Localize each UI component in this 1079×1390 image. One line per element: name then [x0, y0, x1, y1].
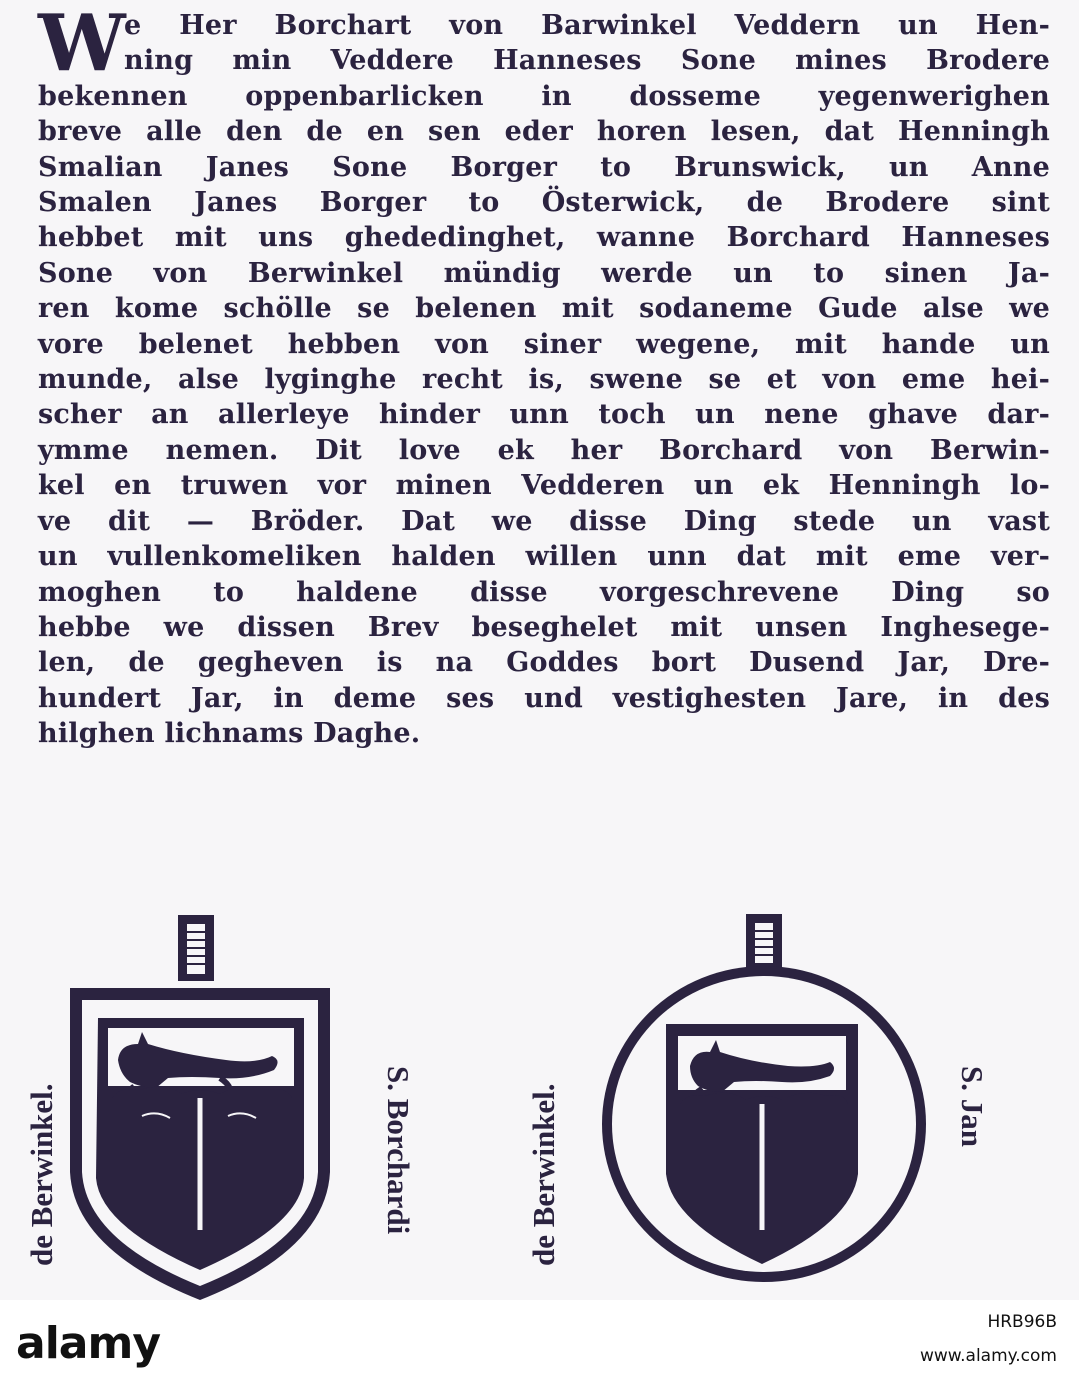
text-line-1: e Her Borchart von Barwinkel Veddern un Hen-: [124, 10, 1050, 41]
text-line-9: ren kome schölle se belenen mit sodaneme Gude alse we: [38, 293, 1050, 325]
text-line-3: bekennen oppenbarlicken in dosseme yegenwerighen: [38, 80, 1050, 112]
text-line-12: scher an allerleye hinder unn toch un nene ghave dar-: [38, 399, 1050, 431]
stock-url: www.alamy.com: [919, 1346, 1057, 1366]
text-line-20: hundert Jar, in deme ses und vestighesten Jare, in des: [38, 682, 1050, 714]
text-line-11: munde, alse lyginghe recht is, swene se et von eme hei-: [38, 364, 1050, 396]
right-seal-inner-label: S. Jan: [955, 1066, 990, 1147]
text-line-19: len, de gegheven is na Goddes bort Dusend Jar, Dre-: [38, 647, 1050, 679]
charter-text: [38, 0, 1050, 752]
shield-seal-icon: [60, 910, 340, 1300]
stock-footer: [0, 1300, 1079, 1390]
text-line-2: ning min Veddere Hanneses Sone mines Brodere: [124, 45, 1050, 77]
text-line-16: un vullenkomeliken halden willen unn dat mit eme ver-: [38, 541, 1050, 573]
text-line-4: breve alle den de en sen eder horen lesen, dat Henningh: [38, 116, 1050, 148]
text-line-18: hebbe we dissen Brev beseghelet mit unsen Inghesege-: [38, 611, 1050, 643]
text-line-8: Sone von Berwinkel mündig werde un to sinen Ja-: [38, 257, 1050, 289]
text-line-10: vore belenet hebben von siner wegene, mit hande un: [38, 328, 1050, 360]
round-seal-icon: [594, 912, 934, 1292]
text-line-13: ymme nemen. Dit love ek her Borchard von Berwin-: [38, 434, 1050, 466]
text-line-14: kel en truwen vor minen Vedderen un ek Henningh lo-: [38, 470, 1050, 502]
text-line-7: hebbet mit uns ghededinghet, wanne Borchard Hanneses: [38, 222, 1050, 254]
text-line-21: hilghen lichnams Daghe.: [38, 718, 421, 750]
text-line-15: ve dit — Bröder. Dat we disse Ding stede un vast: [38, 505, 1050, 537]
left-seal-outer-label: de Berwinkel.: [24, 1083, 59, 1266]
right-seal-outer-label: de Berwinkel.: [526, 1083, 561, 1266]
text-line-17: moghen to haldene disse vorgeschrevene Ding so: [38, 576, 1050, 608]
text-line-5: Smalian Janes Sone Borger to Brunswick, un Anne: [38, 151, 1050, 183]
stock-image-id: HRB96B: [987, 1312, 1057, 1332]
drop-cap: W: [38, 0, 126, 89]
seals: [0, 900, 1079, 1300]
left-seal-inner-label: S. Borchardi: [381, 1066, 416, 1235]
text-line-6: Smalen Janes Borger to Österwick, de Brodere sint: [38, 187, 1050, 219]
alamy-logo: alamy: [16, 1318, 160, 1369]
